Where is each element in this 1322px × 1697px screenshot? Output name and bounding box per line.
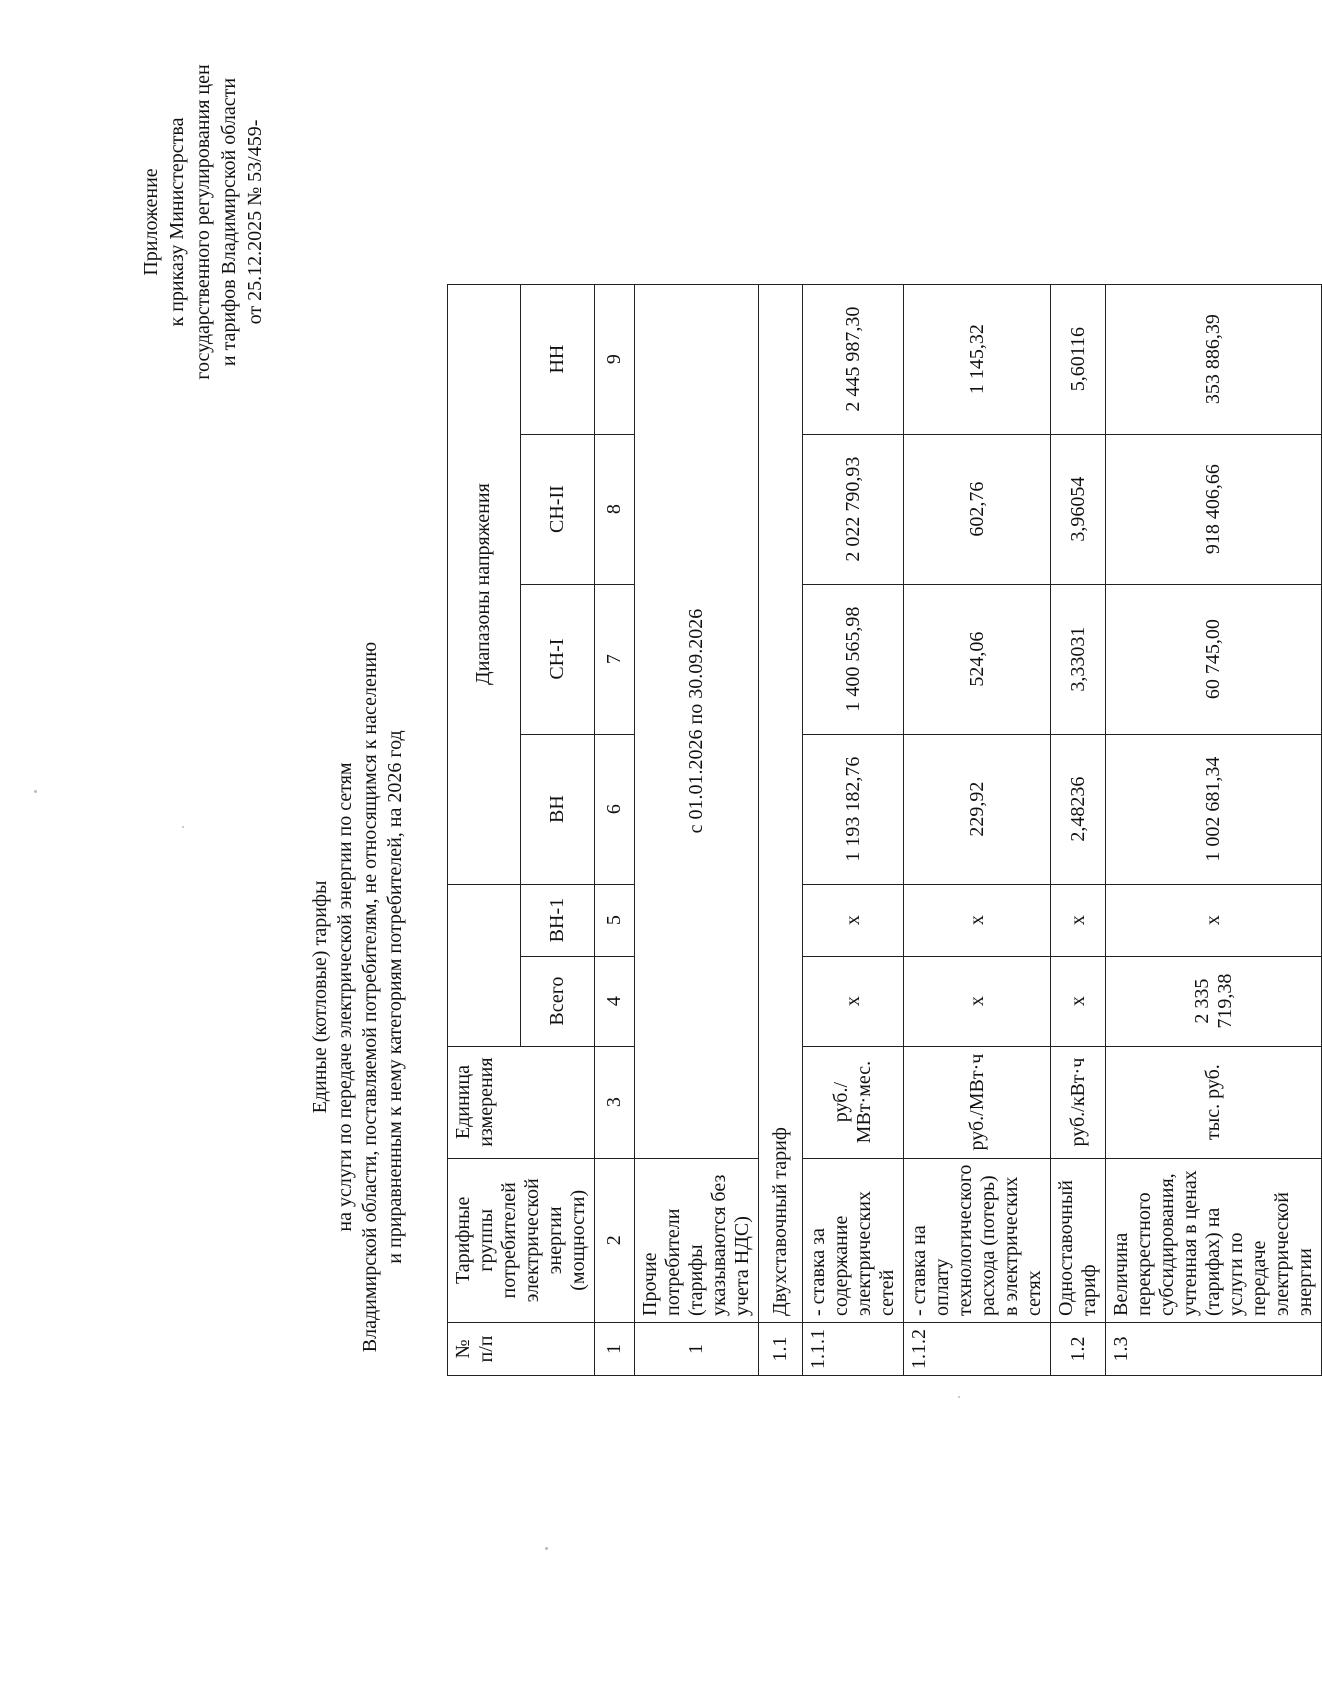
row-vn: 1 002 681,34 <box>1106 734 1322 884</box>
section-period: с 01.01.2026 по 30.09.2026 <box>635 284 759 1158</box>
row-label: Одноставочный тариф <box>1051 1158 1106 1322</box>
appendix-line: от 25.12.2025 № 53/459- <box>244 119 266 325</box>
index-cell: 2 <box>595 1158 635 1322</box>
title-line: на услуги по передаче электрической энергии по сетям <box>334 762 356 1232</box>
row-nn: 353 886,39 <box>1106 284 1322 434</box>
table-row <box>904 284 1051 1375</box>
row-total: х <box>1051 956 1106 1046</box>
index-cell: 8 <box>595 434 635 584</box>
index-cell: 1 <box>595 1323 635 1376</box>
index-cell: 9 <box>595 284 635 434</box>
row-vn: 2,48236 <box>1051 734 1106 884</box>
row-vn1: х <box>904 884 1051 956</box>
section-num: 1 <box>635 1323 759 1376</box>
subsection-row <box>759 284 803 1375</box>
header-vn: ВН <box>520 734 594 884</box>
header-sn2: СН-II <box>520 434 594 584</box>
row-vn1: х <box>1051 884 1106 956</box>
tariff-table <box>447 284 1322 1376</box>
row-num: 1.2 <box>1051 1323 1106 1376</box>
document-title <box>308 577 408 1417</box>
scan-speck <box>958 1396 960 1398</box>
row-num: 1.1.2 <box>904 1323 1051 1376</box>
appendix-block <box>138 62 268 382</box>
section-row <box>635 284 759 1375</box>
section-label: Прочие потребители (тарифы указываются без учета НДС) <box>635 1158 759 1322</box>
row-sn1: 1 400 565,98 <box>803 584 904 734</box>
index-cell: 7 <box>595 584 635 734</box>
row-sn2: 918 406,66 <box>1106 434 1322 584</box>
row-label: - ставка за содержание электрических сетей <box>803 1158 904 1322</box>
index-cell: 5 <box>595 884 635 956</box>
row-label: - ставка на оплату технологического расхода (потерь) в электрических сетях <box>904 1158 1051 1322</box>
appendix-line: Приложение <box>140 168 162 276</box>
row-num: 1.3 <box>1106 1323 1322 1376</box>
row-sn2: 2 022 790,93 <box>803 434 904 584</box>
row-sn1: 524,06 <box>904 584 1051 734</box>
header-num: № п/п <box>448 1323 595 1376</box>
row-vn: 1 193 182,76 <box>803 734 904 884</box>
title-line: и приравненным к нему категориям потребителей, на 2026 год <box>384 730 406 1264</box>
row-label: Величина перекрестного субсидирования, учтенная в ценах (тарифах) на услуги по передаче электрической энергии <box>1106 1158 1322 1322</box>
appendix-line: государственного регулирования цен <box>192 64 214 380</box>
scan-speck <box>182 826 184 828</box>
header-sn1: СН-I <box>520 584 594 734</box>
index-cell: 3 <box>595 1046 635 1158</box>
header-vn1: ВН-1 <box>520 884 594 956</box>
row-total: 2 335 719,38 <box>1106 956 1322 1046</box>
title-line: Единые (котловые) тарифы <box>309 880 331 1114</box>
row-unit: тыс. руб. <box>1106 1046 1322 1158</box>
row-unit: руб./МВт·ч <box>904 1046 1051 1158</box>
row-sn2: 3,96054 <box>1051 434 1106 584</box>
row-nn: 1 145,32 <box>904 284 1051 434</box>
header-total: Всего <box>520 956 594 1046</box>
subsection-num: 1.1 <box>759 1323 803 1376</box>
row-vn: 229,92 <box>904 734 1051 884</box>
table-row <box>1106 284 1322 1375</box>
row-sn1: 3,33031 <box>1051 584 1106 734</box>
appendix-line: к приказу Министерства <box>166 117 188 327</box>
index-cell: 6 <box>595 734 635 884</box>
row-nn: 2 445 987,30 <box>803 284 904 434</box>
scan-speck <box>34 790 37 793</box>
index-cell: 4 <box>595 956 635 1046</box>
header-group: Тарифные группы потребителей электрической энергии (мощности) <box>448 1158 595 1322</box>
row-vn1: х <box>803 884 904 956</box>
scan-speck <box>545 1547 548 1550</box>
row-unit: руб./ МВт·мес. <box>803 1046 904 1158</box>
row-total: х <box>904 956 1051 1046</box>
header-ranges: Диапазоны напряжения <box>448 284 521 884</box>
title-line: Владимирской области, поставляемой потребителям, не относящимся к населению <box>359 641 381 1353</box>
row-sn2: 602,76 <box>904 434 1051 584</box>
appendix-line: и тарифов Владимирской области <box>218 77 240 367</box>
subsection-label: Двухставочный тариф <box>759 284 803 1322</box>
header-row <box>448 284 521 1375</box>
index-row <box>595 284 635 1375</box>
row-sn1: 60 745,00 <box>1106 584 1322 734</box>
row-unit: руб./кВт·ч <box>1051 1046 1106 1158</box>
header-nn: НН <box>520 284 594 434</box>
table-row <box>803 284 904 1375</box>
row-total: х <box>803 956 904 1046</box>
row-num: 1.1.1 <box>803 1323 904 1376</box>
header-blank <box>448 884 521 1046</box>
table-row <box>1051 284 1106 1375</box>
row-vn1: х <box>1106 884 1322 956</box>
header-unit: Единица измерения <box>448 1046 595 1158</box>
row-nn: 5,60116 <box>1051 284 1106 434</box>
